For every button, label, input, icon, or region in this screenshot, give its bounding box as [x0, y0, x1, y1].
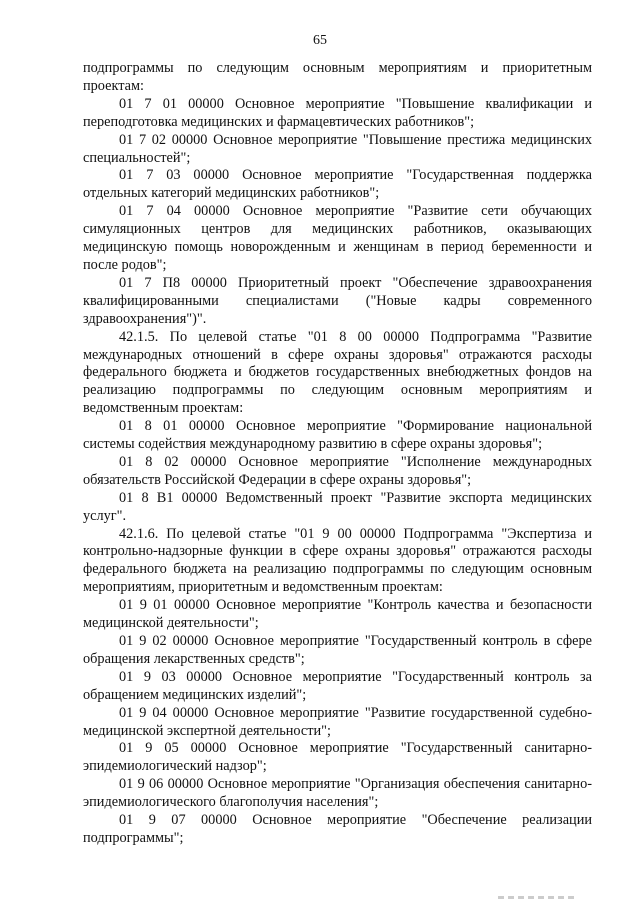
paragraph: 01 7 01 00000 Основное мероприятие "Повышение квалификации и переподготовка медицинских и фармацевтических работников"; [83, 95, 592, 130]
page-number: 65 [313, 33, 327, 48]
paragraph: 01 8 02 00000 Основное мероприятие "Исполнение международных обязательств Российской Федерации в сфере охраны здоровья"; [83, 453, 592, 488]
paragraph: 01 9 06 00000 Основное мероприятие "Организация обеспечения санитарно-эпидемиологического благополучия населения"; [83, 776, 592, 811]
scan-artifact [498, 896, 578, 899]
page-body [83, 60, 592, 848]
paragraph: 01 9 02 00000 Основное мероприятие "Государственный контроль в сфере обращения лекарственных средств"; [83, 633, 592, 667]
paragraph: 01 8 01 00000 Основное мероприятие "Формирование национальной системы содействия международному развитию в сфере охраны здоровья"; [83, 418, 592, 453]
paragraph: 42.1.6. По целевой статье "01 9 00 00000 Подпрограмма "Экспертиза и контрольно-надзорные функции в сфере охраны здоровья" отражаются расходы федерального бюджета на реализацию подпрограммы по следующим основным мероприятиям, приоритетным и ведомственным проектам: [83, 525, 592, 596]
paragraph: 01 9 07 00000 Основное мероприятие "Обеспечение реализации подпрограммы"; [83, 812, 592, 846]
paragraph: 42.1.5. По целевой статье "01 8 00 00000 Подпрограмма "Развитие международных отношений в сфере охраны здоровья" отражаются расходы федерального бюджета и бюджетов государственных внебюджетных фондов на реализацию подпрограммы по следующим основным мероприятиям и ведомственным проектам: [83, 328, 592, 417]
paragraph: 01 9 04 00000 Основное мероприятие "Развитие государственной судебно-медицинской экспертной деятельности"; [83, 704, 592, 739]
paragraph: 01 9 01 00000 Основное мероприятие "Контроль качества и безопасности медицинской деятельности"; [83, 597, 592, 632]
paragraph: 01 7 03 00000 Основное мероприятие "Государственная поддержка отдельных категорий медицинских работников"; [83, 167, 592, 202]
paragraph: 01 9 03 00000 Основное мероприятие "Государственный контроль за обращением медицинских изделий"; [83, 668, 592, 703]
paragraph: 01 7 02 00000 Основное мероприятие "Повышение престижа медицинских специальностей"; [83, 131, 592, 166]
paragraph: 01 8 В1 00000 Ведомственный проект "Развитие экспорта медицинских услуг". [83, 489, 592, 524]
paragraph: 01 9 05 00000 Основное мероприятие "Государственный санитарно-эпидемиологический надзор"; [83, 740, 592, 775]
paragraph: 01 7 04 00000 Основное мероприятие "Развитие сети обучающих симуляционных центров для медицинских работников, оказывающих медицинскую помощь новорожденным и женщинам в период беременности и после родов"; [83, 203, 592, 273]
paragraph: 01 7 П8 00000 Приоритетный проект "Обеспечение здравоохранения квалифицированными специалистами ("Новые кадры современного здравоохранения")". [83, 274, 592, 327]
paragraph: подпрограммы по следующим основным мероприятиям и приоритетным проектам: [83, 60, 592, 94]
